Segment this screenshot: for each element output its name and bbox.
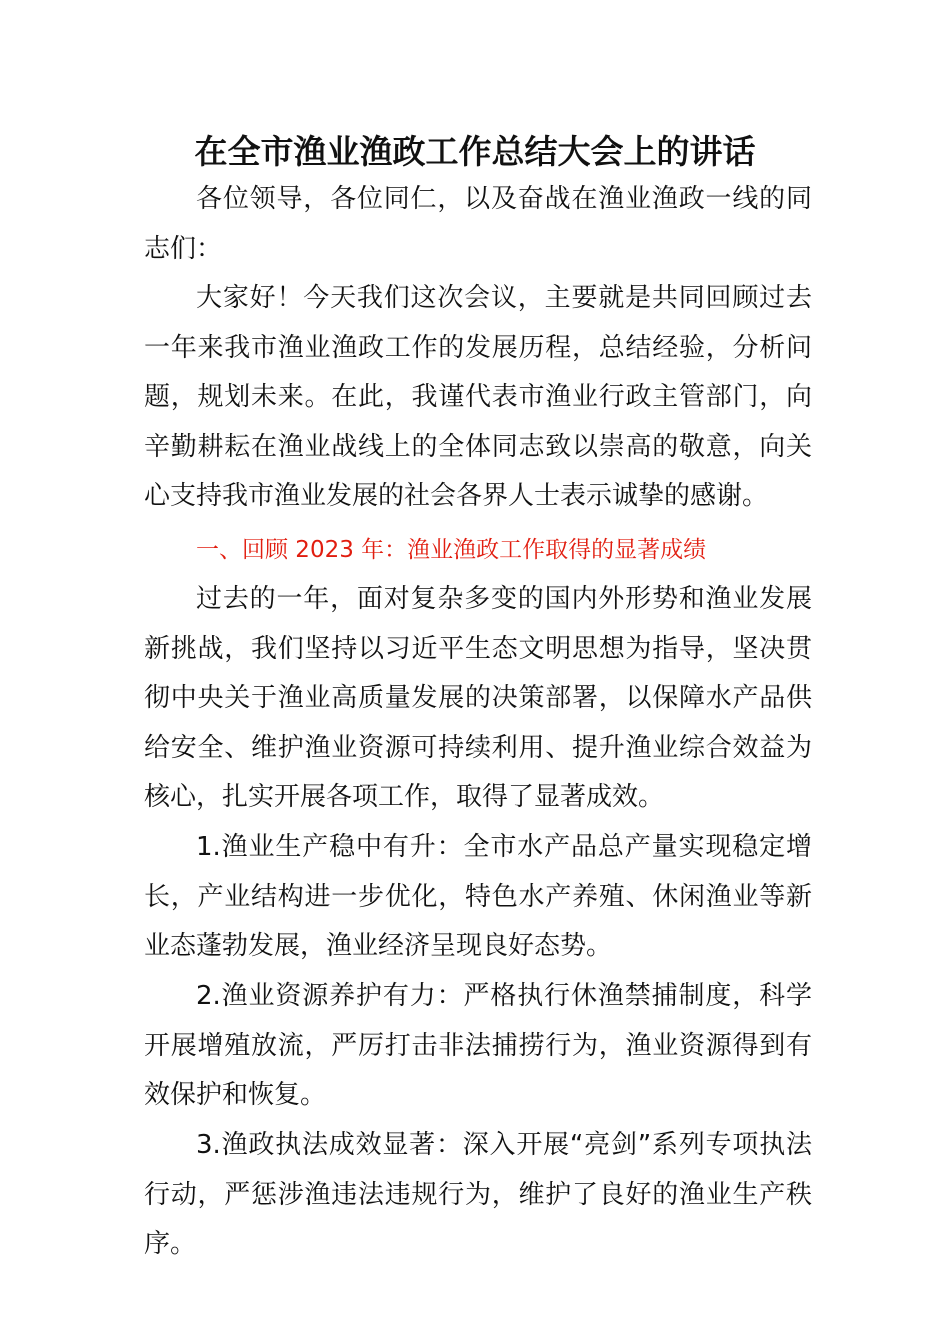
list-item-2: 2.渔业资源养护有力：严格执行休渔禁捕制度，科学开展增殖放流，严厉打击非法捕捞行为，渔业资源得到有效保护和恢复。 [144, 981, 812, 1110]
document-title: 在全市渔业渔政工作总结大会上的讲话 [194, 132, 756, 171]
greeting-paragraph: 各位领导，各位同仁，以及奋战在渔业渔政一线的同志们： [144, 184, 812, 264]
list-item-3: 3.渔政执法成效显著：深入开展“亮剑”系列专项执法行动，严惩涉渔违法违规行为，维护了良好的渔业生产秩序。 [144, 1130, 812, 1259]
intro-paragraph: 大家好！今天我们这次会议，主要就是共同回顾过去一年来我市渔业渔政工作的发展历程，总结经验，分析问题，规划未来。在此，我谨代表市渔业行政主管部门，向辛勤耕耘在渔业战线上的全体同志致以崇高的敬意，向关心支持我市渔业发展的社会各界人士表示诚挚的感谢。 [144, 283, 812, 511]
section-1-paragraph: 过去的一年，面对复杂多变的国内外形势和渔业发展新挑战，我们坚持以习近平生态文明思想为指导，坚决贯彻中央关于渔业高质量发展的决策部署，以保障水产品供给安全、维护渔业资源可持续利用、提升渔业综合效益为核心，扎实开展各项工作，取得了显著成效。 [144, 584, 812, 812]
section-heading-1: 一、回顾 2023 年：渔业渔政工作取得的显著成绩 [196, 537, 707, 563]
list-item-1: 1.渔业生产稳中有升：全市水产品总产量实现稳定增长，产业结构进一步优化，特色水产养殖、休闲渔业等新业态蓬勃发展，渔业经济呈现良好态势。 [144, 832, 812, 961]
